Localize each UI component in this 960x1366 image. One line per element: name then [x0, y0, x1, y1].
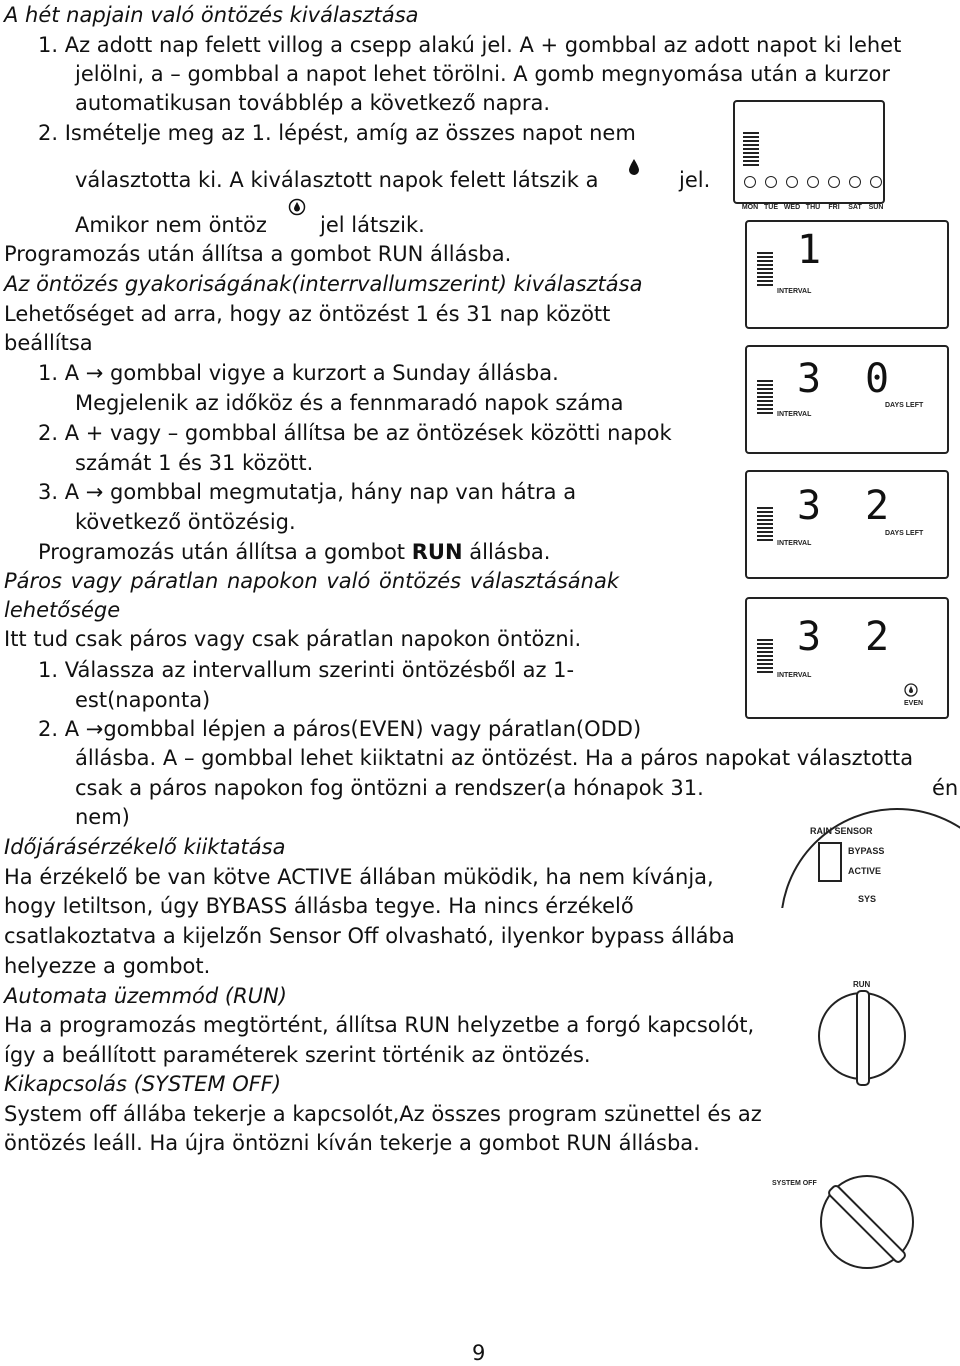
level-bars: [743, 132, 759, 168]
text-line: jel látszik.: [320, 213, 425, 237]
rain-sensor-title: RAIN SENSOR: [810, 826, 873, 836]
text-line: csak a páros napokon fog öntözni a rendszer(a hónapok 31.: [75, 776, 704, 800]
droplet-icon: [904, 683, 918, 697]
level-bars: [757, 380, 773, 416]
sys-label: SYS: [858, 894, 877, 904]
page-number: 9: [472, 1341, 486, 1365]
heading-even-odd-cont: lehetősége: [4, 598, 121, 622]
active-label: ACTIVE: [848, 866, 882, 876]
no-water-icon: [288, 198, 306, 216]
text-line: jel.: [679, 168, 711, 192]
lcd-interval-display: [745, 220, 949, 329]
text-line: automatikusan továbblép a következő napra.: [75, 91, 551, 115]
heading-interval: Az öntözés gyakoriságának(interrvallumszerint) kiválasztása: [4, 272, 643, 296]
digit: 2: [865, 614, 890, 660]
droplet-icon: [628, 158, 640, 176]
level-bars: [757, 507, 773, 543]
text-line: Lehetőséget ad arra, hogy az öntözést 1 és 31 nap között: [4, 302, 611, 326]
weekday-mon: MON: [741, 176, 759, 214]
even-label: EVEN: [904, 700, 924, 707]
digit: 2: [865, 483, 890, 529]
text-line: Megjelenik az időköz és a fennmaradó napok száma: [75, 391, 624, 415]
system-off-dial: [820, 1175, 914, 1269]
digit: 0: [865, 356, 890, 402]
text-line: hogy letiltson, úgy BYBASS állásba tegye. Ha nincs érzékelő: [4, 894, 634, 918]
text-line: 3. A → gombbal megmutatja, hány nap van hátra a: [38, 480, 577, 504]
text-line: 1. Az adott nap felett villog a csepp alakú jel. A + gombbal az adott napot ki lehet: [38, 33, 902, 57]
text-line: számát 1 és 31 között.: [75, 451, 314, 475]
text-line: Ha érzékelő be van kötve ACTIVE állában müködik, ha nem kívánja,: [4, 865, 714, 889]
weekday-sun: SUN: [867, 176, 885, 214]
heading-system-off: Kikapcsolás (SYSTEM OFF): [4, 1072, 282, 1096]
level-bars: [757, 252, 773, 288]
weekday-fri: FRI: [825, 176, 843, 214]
heading-auto-run: Automata üzemmód (RUN): [4, 984, 287, 1008]
heading-weekday-watering: A hét napjain való öntözés kiválasztása: [4, 3, 419, 27]
system-off-label: SYSTEM OFF: [772, 1180, 817, 1187]
heading-even-odd: Páros vagy páratlan napokon való öntözés választásának: [4, 569, 620, 593]
text-line: csatlakoztatva a kijelzőn Sensor Off olvasható, ilyenkor bypass állába: [4, 924, 735, 948]
text-line: következő öntözésig.: [75, 510, 296, 534]
days-left-label: DAYS LEFT: [885, 402, 924, 409]
run-dial: [818, 992, 906, 1080]
text-line: így a beállított paraméterek szerint történik az öntözés.: [4, 1043, 591, 1067]
text-line: est(naponta): [75, 688, 211, 712]
run-label: RUN: [853, 980, 871, 989]
lcd-days-left-display: [745, 470, 949, 579]
interval-label: INTERVAL: [777, 672, 812, 679]
lcd-days-left-display: [745, 345, 949, 454]
text-line: Programozás után állítsa a gombot RUN állásba.: [38, 540, 551, 564]
text-line: állásba. A – gombbal lehet kiiktatni az öntözést. Ha a páros napokat választotta: [75, 746, 914, 770]
text-line: 1. Válassza az intervallum szerinti öntözésből az 1-: [38, 658, 575, 682]
text-line: 2. Ismételje meg az 1. lépést, amíg az összes napot nem: [38, 121, 636, 145]
lcd-even-display: [745, 597, 949, 719]
text-line: jelölni, a – gombbal a napot lehet törölni. A gomb megnyomása után a kurzor: [75, 62, 890, 86]
text-line: beállítsa: [4, 331, 93, 355]
text-line: öntözés leáll. Ha újra öntözni kíván tekerje a gombot RUN állásba.: [4, 1131, 700, 1155]
interval-label: INTERVAL: [777, 288, 812, 295]
bypass-label: BYPASS: [848, 846, 885, 856]
heading-rain-sensor: Időjárásérzékelő kiiktatása: [4, 835, 286, 859]
days-left-label: DAYS LEFT: [885, 530, 924, 537]
weekday-wed: WED: [783, 176, 801, 214]
sensor-slot: [818, 842, 842, 882]
digit: 3: [797, 614, 822, 660]
weekday-row: [741, 176, 885, 214]
level-bars: [757, 639, 773, 675]
text-line: 2. A →gombbal lépjen a páros(EVEN) vagy páratlan(ODD): [38, 717, 642, 741]
text-line: Programozás után állítsa a gombot RUN állásba.: [4, 242, 512, 266]
interval-label: INTERVAL: [777, 411, 812, 418]
text-line: nem): [75, 805, 130, 829]
text-line: Amikor nem öntöz: [75, 213, 267, 237]
text-line: Ha a programozás megtörtént, állítsa RUN helyzetbe a forgó kapcsolót,: [4, 1013, 755, 1037]
dial-pointer: [826, 1183, 908, 1265]
text-line: 1. A → gombbal vigye a kurzort a Sunday állásba.: [38, 361, 559, 385]
weekday-sat: SAT: [846, 176, 864, 214]
text-line: helyezze a gombot.: [4, 954, 211, 978]
weekday-tue: TUE: [762, 176, 780, 214]
lcd-weekdays-display: [733, 100, 885, 211]
text-line: választotta ki. A kiválasztott napok felett látszik a: [75, 168, 599, 192]
text-line: Itt tud csak páros vagy csak páratlan napokon öntözni.: [4, 627, 582, 651]
text-line: 2. A + vagy – gombbal állítsa be az öntözések közötti napok: [38, 421, 672, 445]
digit: 3: [797, 356, 822, 402]
dial-pointer: [856, 990, 870, 1086]
text-line: System off állába tekerje a kapcsolót,Az összes program szünettel és az: [4, 1102, 762, 1126]
rain-sensor-switch: [780, 808, 960, 908]
digit: 1: [797, 227, 822, 273]
interval-label: INTERVAL: [777, 540, 812, 547]
weekday-thu: THU: [804, 176, 822, 214]
digit: 3: [797, 483, 822, 529]
text-line: én: [932, 776, 959, 800]
switch-outline: [780, 808, 960, 908]
